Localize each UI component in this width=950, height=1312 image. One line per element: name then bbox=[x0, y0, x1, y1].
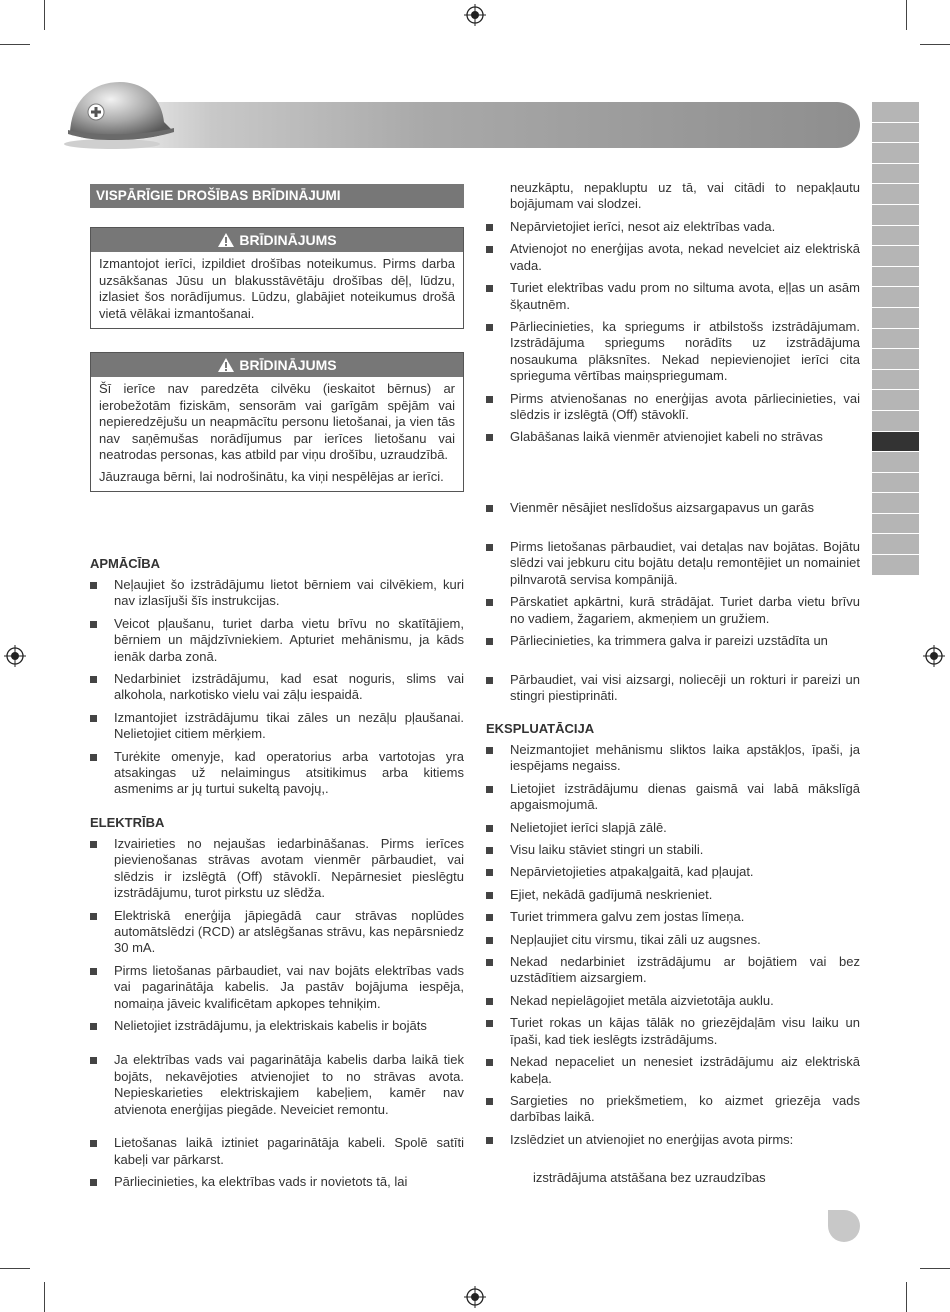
warning-triangle-icon bbox=[217, 232, 235, 248]
section-title: VISPĀRĪGIE DROŠĪBAS BRĪDINĀJUMI bbox=[90, 184, 464, 208]
chapter-tab[interactable] bbox=[872, 226, 919, 247]
chapter-tab[interactable] bbox=[872, 514, 919, 535]
chapter-tab[interactable] bbox=[872, 205, 919, 226]
chapter-tab[interactable] bbox=[872, 473, 919, 494]
list-item: Pirms atvienošanas no enerģijas avota pārliecinieties, vai slēdzis ir izslēgtā (Off) stāvoklī. bbox=[486, 391, 860, 424]
list-item: Izmantojiet izstrādājumu tikai zāles un nezāļu pļaušanai. Nelietojiet citiem mērķiem. bbox=[90, 710, 464, 743]
crop-mark bbox=[920, 44, 950, 45]
list-item: Nekad nedarbiniet izstrādājumu ar bojātiem vai bez uzstādītiem aizsargiem. bbox=[486, 954, 860, 987]
list-item: Nepārvietojieties atpakaļgaitā, kad pļaujat. bbox=[486, 864, 860, 880]
list-item: Lietošanas laikā iztiniet pagarinātāja kabeli. Spolē satīti kabeļi var pārkarst. bbox=[90, 1135, 464, 1168]
list-footwear bbox=[486, 500, 860, 516]
warning-triangle-icon bbox=[217, 357, 235, 373]
chapter-tab[interactable] bbox=[872, 143, 919, 164]
chapter-tab[interactable] bbox=[872, 287, 919, 308]
chapter-tab-active[interactable] bbox=[872, 432, 919, 453]
chapter-tab[interactable] bbox=[872, 493, 919, 514]
list-item: Neļaujiet šo izstrādājumu lietot bērniem vai cilvēkiem, kuri nav izlasījuši šīs instrukcijas. bbox=[90, 577, 464, 610]
list-item: Pārskatiet apkārtni, kurā strādājat. Turiet darba vietu brīvu no vadiem, žagariem, akmeņiem un gružiem. bbox=[486, 594, 860, 627]
registration-mark-icon bbox=[4, 645, 26, 667]
registration-mark-icon bbox=[464, 1286, 486, 1308]
page-number-badge bbox=[828, 1210, 860, 1242]
list-item: Vienmēr nēsājiet neslīdošus aizsargapavus un garās bbox=[486, 500, 860, 516]
heading-elektriba: ELEKTRĪBA bbox=[90, 815, 165, 830]
list-item: Nepārvietojiet ierīci, nesot aiz elektrības vada. bbox=[486, 219, 860, 235]
warning-text: Izmantojot ierīci, izpildiet drošības noteikumus. Pirms darba uzsākšanas Jūsu un blakusstāvētāju drošības dēļ, lūdzu, izlasiet šos norādījumus. Lūdzu, glabājiet noteikumus drošā vietā vēlākai izmantošanai. bbox=[99, 256, 455, 321]
chapter-tab[interactable] bbox=[872, 534, 919, 555]
list-item: Turėkite omenyje, kad operatorius arba vartotojas yra atsakingas už nelaimingus atsitikimus arba kitiems asmenims ar jų turtui sukeltą pavojų,. bbox=[90, 749, 464, 798]
chapter-tab[interactable] bbox=[872, 390, 919, 411]
list-inspection bbox=[486, 539, 860, 649]
crop-mark bbox=[906, 1282, 907, 1312]
heading-ekspluatacija: EKSPLUATĀCIJA bbox=[486, 721, 595, 736]
list-electric-cont bbox=[486, 219, 860, 446]
list-item: Elektriskā enerģija jāpiegādā caur strāvas noplūdes automātslēdzi (RCD) ar atslēgšanas strāvu, kas nepārsniedz 30 mA. bbox=[90, 908, 464, 957]
safety-helmet-icon bbox=[62, 70, 182, 150]
list-item: Ejiet, nekādā gadījumā neskrieniet. bbox=[486, 887, 860, 903]
chapter-tab[interactable] bbox=[872, 370, 919, 391]
chapter-tab[interactable] bbox=[872, 267, 919, 288]
sub-item: izstrādājuma atstāšana bez uzraudzības bbox=[533, 1170, 766, 1185]
list-item: Sargieties no priekšmetiem, ko aizmet griezēja vads darbības laikā. bbox=[486, 1093, 860, 1126]
list-item: Turiet rokas un kājas tālāk no griezējdaļām visu laiku un īpaši, kad tiek ieslēgts izstrādājums. bbox=[486, 1015, 860, 1048]
list-item: Veicot pļaušanu, turiet darba vietu brīvu no skatītājiem, bērniem un mājdzīvniekiem. Apturiet mehānismu, ja kāds ienāk darba zonā. bbox=[90, 616, 464, 665]
list-item: Nelietojiet izstrādājumu, ja elektriskais kabelis ir bojāts bbox=[90, 1018, 464, 1034]
list-item: Pirms lietošanas pārbaudiet, vai detaļas nav bojātas. Bojātu slēdzi vai jebkuru citu bojātu detaļu remontējiet un nomainiet pilnvarotā servisa kompānijā. bbox=[486, 539, 860, 588]
list-item: Nekad nepielāgojiet metāla aizvietotāja auklu. bbox=[486, 993, 860, 1009]
list-item: Izvairieties no nejaušas iedarbināšanas. Pirms ierīces pievienošanas strāvas avotam vienmēr pārbaudiet, vai slēdzis ir izslēgtā (Off) stāvoklī. Nepārnesiet pieslēgtu izstrādājumu, turot pirkstu uz slēdža. bbox=[90, 836, 464, 902]
list-item: Atvienojot no enerģijas avota, nekad nevelciet aiz elektriskā vada. bbox=[486, 241, 860, 274]
warning-title: BRĪDINĀJUMS bbox=[239, 232, 337, 248]
chapter-tab[interactable] bbox=[872, 184, 919, 205]
list-item: Nedarbiniet izstrādājumu, kad esat noguris, slims vai alkohola, narkotisko vielu vai zāļu iespaidā. bbox=[90, 671, 464, 704]
registration-mark-icon bbox=[464, 4, 486, 26]
crop-mark bbox=[920, 1268, 950, 1269]
warning-title: BRĪDINĀJUMS bbox=[239, 357, 337, 373]
list-guards bbox=[486, 672, 860, 705]
list-item: Neizmantojiet mehānismu sliktos laika apstākļos, īpaši, ja iespējams negaiss. bbox=[486, 742, 860, 775]
list-item: Nelietojiet ierīci slapjā zālē. bbox=[486, 820, 860, 836]
list-item: Visu laiku stāviet stingri un stabili. bbox=[486, 842, 860, 858]
warning-header bbox=[91, 228, 463, 252]
warning-box-2 bbox=[90, 352, 464, 492]
list-item: Turiet elektrības vadu prom no siltuma avota, eļļas un asām šķautnēm. bbox=[486, 280, 860, 313]
list-item: Izslēdziet un atvienojiet no enerģijas avota pirms: bbox=[486, 1132, 860, 1148]
crop-mark bbox=[906, 0, 907, 30]
list-item: Nekad nepaceliet un nenesiet izstrādājumu aiz elektriskā kabeļa. bbox=[486, 1054, 860, 1087]
crop-mark bbox=[44, 1282, 45, 1312]
list-item: Pārliecinieties, ka trimmera galva ir pareizi uzstādīta un bbox=[486, 633, 860, 649]
continued-text: neuzkāptu, nepakluptu uz tā, vai citādi to nepakļautu bojājumam vai slodzei. bbox=[510, 180, 860, 212]
list-item: Pārliecinieties, ka spriegums ir atbilstošs izstrādājumam. Izstrādājuma spriegums norādīts uz izstrādājuma nosaukuma plāksnītes. Nekad nepievienojiet ierīci cita sprieguma vērtības maiņspriegumam. bbox=[486, 319, 860, 385]
crop-mark bbox=[0, 44, 30, 45]
list-elektriba bbox=[90, 836, 464, 1190]
chapter-tab[interactable] bbox=[872, 452, 919, 473]
header-bar bbox=[70, 102, 860, 148]
warning-header bbox=[91, 353, 463, 377]
chapter-tab[interactable] bbox=[872, 123, 919, 144]
list-ekspluatacija bbox=[486, 742, 860, 1148]
list-item: Pārliecinieties, ka elektrības vads ir novietots tā, lai bbox=[90, 1174, 464, 1190]
registration-mark-icon bbox=[923, 645, 945, 667]
list-item: Pirms lietošanas pārbaudiet, vai nav bojāts elektrības vads vai pagarinātāja kabelis. Ja pastāv bojājuma iespēja, nomaiņa jāveic kvalificētam apkopes tehniķim. bbox=[90, 963, 464, 1012]
chapter-tab[interactable] bbox=[872, 349, 919, 370]
chapter-tab[interactable] bbox=[872, 102, 919, 123]
crop-mark bbox=[44, 0, 45, 30]
chapter-tab[interactable] bbox=[872, 308, 919, 329]
chapter-tab[interactable] bbox=[872, 246, 919, 267]
chapter-tab[interactable] bbox=[872, 555, 919, 576]
list-item: Nepļaujiet citu virsmu, tikai zāli uz augsnes. bbox=[486, 932, 860, 948]
chapter-tabs bbox=[872, 102, 919, 576]
warning-text: Jāuzrauga bērni, lai nodrošinātu, ka viņi nespēlējas ar ierīci. bbox=[99, 468, 444, 484]
chapter-tab[interactable] bbox=[872, 329, 919, 350]
list-item: Ja elektrības vads vai pagarinātāja kabelis darba laikā tiek bojāts, nekavējoties atvienojiet to no strāvas avota. Nepieskarieties elektriskajiem kabeļiem, kamēr nav atvienota enerģijas piegāde. Neveiciet remontu. bbox=[90, 1052, 464, 1118]
warning-box-1 bbox=[90, 227, 464, 329]
list-item: Turiet trimmera galvu zem jostas līmeņa. bbox=[486, 909, 860, 925]
chapter-tab[interactable] bbox=[872, 411, 919, 432]
list-apmaciba bbox=[90, 577, 464, 798]
list-item: Lietojiet izstrādājumu dienas gaismā vai labā mākslīgā apgaismojumā. bbox=[486, 781, 860, 814]
list-item: Glabāšanas laikā vienmēr atvienojiet kabeli no strāvas bbox=[486, 429, 860, 445]
warning-text: Šī ierīce nav paredzēta cilvēku (ieskaitot bērnus) ar ierobežotām fiziskām, sensorām vai garīgām spējām vai nepieredzējušu un neapmācītu personu lietošanai, ja vien tās nav saņēmušas norādījumus par ierīces lietošanu vai neatrodas personas, kas atbild par viņu drošību, uzraudzībā. bbox=[99, 381, 455, 462]
heading-apmaciba: APMĀCĪBA bbox=[90, 556, 161, 571]
chapter-tab[interactable] bbox=[872, 164, 919, 185]
crop-mark bbox=[0, 1268, 30, 1269]
list-item: Pārbaudiet, vai visi aizsargi, noliecēji un rokturi ir pareizi un stingri piestiprināti. bbox=[486, 672, 860, 705]
